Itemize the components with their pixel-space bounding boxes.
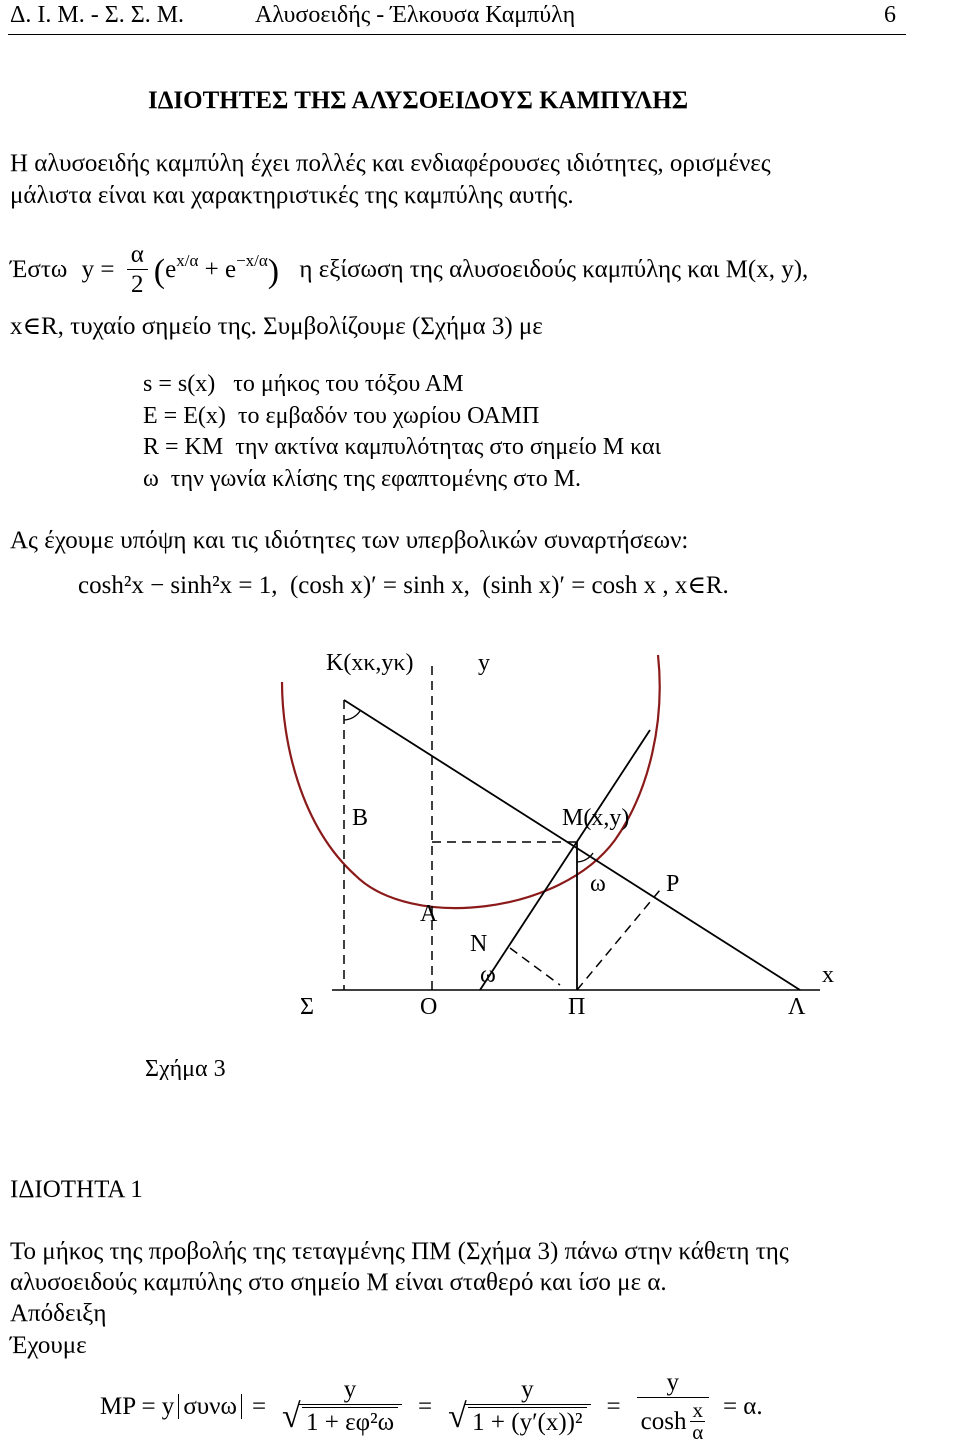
final-fraction-3-cosh: cosh bbox=[640, 1407, 687, 1435]
label-m: M(x,y) bbox=[562, 805, 630, 831]
proof-label: Απόδειξη bbox=[10, 1300, 107, 1327]
label-b: B bbox=[352, 805, 369, 831]
open-paren: ( bbox=[153, 252, 166, 290]
label-sigma: Σ bbox=[300, 994, 314, 1020]
final-fraction-3-alpha: α bbox=[692, 1419, 704, 1444]
final-result: = α. bbox=[722, 1392, 763, 1420]
intro-line-1: Η αλυσοειδής καμπύλη έχει πολλές και ενδιαφέρουσες ιδιότητες, ορισμένες bbox=[10, 150, 771, 177]
label-n: N bbox=[470, 931, 488, 957]
label-a: A bbox=[420, 901, 438, 927]
exp-2: −x/α bbox=[236, 251, 268, 271]
final-eq-3: = bbox=[606, 1392, 621, 1420]
equation-fraction-den: 2 bbox=[130, 271, 144, 298]
exp-1: x/α bbox=[176, 251, 199, 271]
label-pi: Π bbox=[568, 994, 586, 1020]
final-fraction-2-den: √ 1 + (y′(x))² bbox=[468, 1407, 586, 1435]
section-title: ΙΔΙΟΤΗΤΕΣ ΤΗΣ ΑΛΥΣΟΕΙΔΟΥΣ ΚΑΜΠΥΛΗΣ bbox=[148, 87, 689, 114]
intro-line-2: μάλιστα είναι και χαρακτηριστικές της καμπύλης αυτής. bbox=[10, 182, 574, 209]
hyperbolic-intro: Ας έχουμε υπόψη και τις ιδιότητες των υπερβολικών συναρτήσεων: bbox=[10, 527, 689, 554]
equation-fraction bbox=[127, 242, 148, 297]
domain-line: x∈R, τυχαίο σημείο της. Συμβολίζουμε (Σχήμα 3) με bbox=[10, 313, 543, 340]
final-eq-1: = bbox=[251, 1392, 267, 1420]
property-title: ΙΔΙΟΤΗΤΑ 1 bbox=[10, 1176, 143, 1203]
final-equation bbox=[100, 1370, 763, 1442]
catenary-equation bbox=[10, 241, 809, 299]
running-header-title: Αλυσοειδής - Έλκουσα Καμπύλη bbox=[255, 2, 576, 28]
definition-e: E = E(x) το εμβαδόν του χωρίου ΟΑΜΠ bbox=[143, 403, 540, 429]
final-fraction-3 bbox=[637, 1370, 709, 1443]
close-paren: ) bbox=[267, 252, 280, 290]
header-rule bbox=[8, 34, 906, 35]
figure-3 bbox=[0, 640, 960, 1080]
we-have: Έχουμε bbox=[10, 1332, 87, 1359]
equation-trail: η εξίσωση της αλυσοειδούς καμπύλης και Μ(x, y), bbox=[299, 256, 809, 284]
final-fraction-2 bbox=[464, 1377, 590, 1435]
label-o: O bbox=[420, 994, 438, 1020]
hyperbolic-formula: cosh²x − sinh²x = 1, (cosh x)′ = sinh x, (sinh x)′ = cosh x , x∈R. bbox=[78, 572, 729, 599]
tangent-line bbox=[480, 730, 650, 990]
page-number: 6 bbox=[884, 2, 896, 28]
running-header-left: Δ. Ι. Μ. - Σ. Σ. Μ. bbox=[10, 2, 185, 28]
equation-lhs: y = bbox=[81, 256, 115, 284]
definition-s: s = s(x) το μήκος του τόξου ΑΜ bbox=[143, 371, 464, 397]
label-omega-bottom: ω bbox=[480, 962, 496, 988]
final-fraction-1-num: y bbox=[298, 1377, 402, 1405]
final-fraction-1-den: √ 1 + εφ²ω bbox=[302, 1407, 398, 1435]
label-x-axis: x bbox=[822, 962, 834, 988]
final-lhs: MP = y bbox=[100, 1392, 175, 1420]
label-k: K(xκ,yκ) bbox=[326, 650, 414, 676]
final-abs: συνω bbox=[178, 1394, 242, 1419]
property-statement-1: Το μήκος της προβολής της τεταγμένης ΠΜ (Σχήμα 3) πάνω στην κάθετη της bbox=[10, 1238, 789, 1265]
final-eq-2: = bbox=[418, 1392, 433, 1420]
exp-base-1: e bbox=[165, 256, 177, 284]
final-fraction-1 bbox=[298, 1377, 402, 1435]
label-lambda: Λ bbox=[788, 994, 806, 1020]
final-fraction-3-x: x bbox=[692, 1397, 703, 1422]
normal-line-k-lambda bbox=[344, 700, 800, 990]
dashed-n-pi bbox=[510, 948, 560, 985]
equation-lead: Έστω bbox=[10, 256, 68, 284]
exp-base-2: + e bbox=[204, 256, 237, 284]
property-statement-2: αλυσοειδούς καμπύλης στο σημείο Μ είναι σταθερό και ίσο με α. bbox=[10, 1269, 667, 1296]
final-fraction-3-num: y bbox=[637, 1370, 709, 1398]
label-omega-top: ω bbox=[590, 871, 606, 897]
projection-pi-p bbox=[577, 890, 660, 990]
label-y-axis: y bbox=[478, 650, 490, 676]
final-fraction-2-num: y bbox=[464, 1377, 590, 1405]
figure-caption: Σχήμα 3 bbox=[145, 1056, 226, 1080]
equation-fraction-num: α bbox=[127, 242, 148, 270]
definition-r: R = KM την ακτίνα καμπυλότητας στο σημείο Μ και bbox=[143, 434, 662, 460]
definition-omega: ω την γωνία κλίσης της εφαπτομένης στο Μ. bbox=[143, 466, 582, 492]
label-p: P bbox=[666, 871, 680, 897]
angle-arc-k bbox=[344, 711, 360, 720]
